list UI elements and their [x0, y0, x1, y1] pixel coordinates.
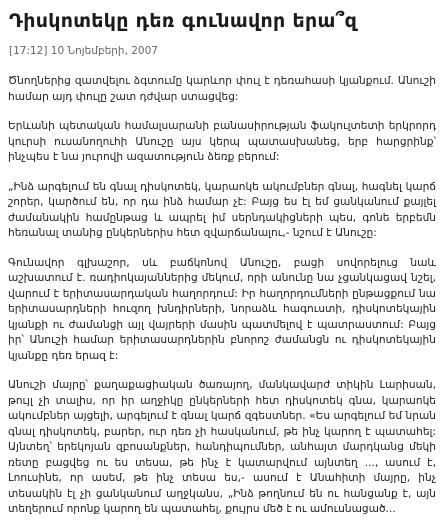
article: [8, 8, 436, 532]
article-title: Դիսկոտեկը դեռ գունավոր երա՞զ: [9, 10, 358, 32]
article-date: [17:12] 10 Նոյեմբերի, 2007: [9, 45, 158, 57]
article-paragraph: Երևանի պետական համալսարանի բանասիրության ֆակուլտետի երկրորդ կուրսի ուսանողուհի Անուշը այս կերպ պատասխանեց, երբ հարցրինք՝ ինչպես է նա յուրովի ազատություն ձեռք բերում:: [8, 120, 436, 163]
article-paragraph: „Ինձ արգելում են գնալ դիսկոտեկ, կարաոկե ակումբներ գնալ, հագնել կարճ շորեր, կարծում են, որ դա ինձ համար չէ: Բայց ես էլ եմ ցանկանում քայլել ժամանակին համընթաց և ապրել իմ սերնդակիցների պես, գոնե երբեմն հեռանալ տանից ընկերներիս հետ զվարճանալու,- նշում է Անուշը:: [8, 180, 436, 239]
article-paragraph: Ծնողներից զատվելու ձգտումը կարևոր փուլ է դեռահասի կյանքում. Անուշի համար այդ փուլը շատ դժվար ստացվեց:: [8, 75, 436, 103]
article-paragraph: Գունավոր գլխաշոր, սև բաճկոնով Անուշը, բացի սովորելուց նաև աշխատում է. ռադիոկայաններից մեկում, որի անունը նա չցանկացավ նշել, վարում է երիտասարդական հաղորդում: Իր հաղորդումների ընթացքում նա երիտասարդների հուզող խնդիրների, նորաձև հագուստի, դիսկոտեկային կյանքի ու ժամանցի այլ վայրերի մասին պատմելով է պատրաստում: Բայց իր՝ Անուշի համար երիտասարդներին բնորոշ ժամանցն ու դիսկոտեկային կյանքը դեռ երազ է:: [8, 256, 436, 362]
article-paragraph: Անուշի մայրը՝ քաղաքացիական ծառայող, մանկավարժ տիկին Լարիսան, թույլ չի տալիս, որ իր աղջիկը ընկերների հետ դիսկոտեկ գնա, կարաոկե ակումբներ այցելի, արգելում է գնալ կարճ զգեստներ. «Ես արգելում եմ նրան գնալ դիսկոտեկ, բարեր, ուր դեռ չի հասկանում, թե ինչ կարող է պատահել: Այնտեղ՝ երեկոյան զբոսանքներ, հանդիպումներ, անհայտ մարդկանց մեկի ռետը բացվեց ու ես տեսա, թե ինչ է կատարվում այնտեղ ..., ասում է, Լոուսինե, որ ասեմ, թե ինչ տեսա ես,- ասում է Անահիտի մայրը, ինչ տեսակին էլ չի ցանկանում աղջկանս, „Ինձ թողնում են ու հանցանք է, այն տեղերում որոնք կարող են պատահել, քույրս մեծ է ու ամուսնացած...: [8, 379, 436, 515]
